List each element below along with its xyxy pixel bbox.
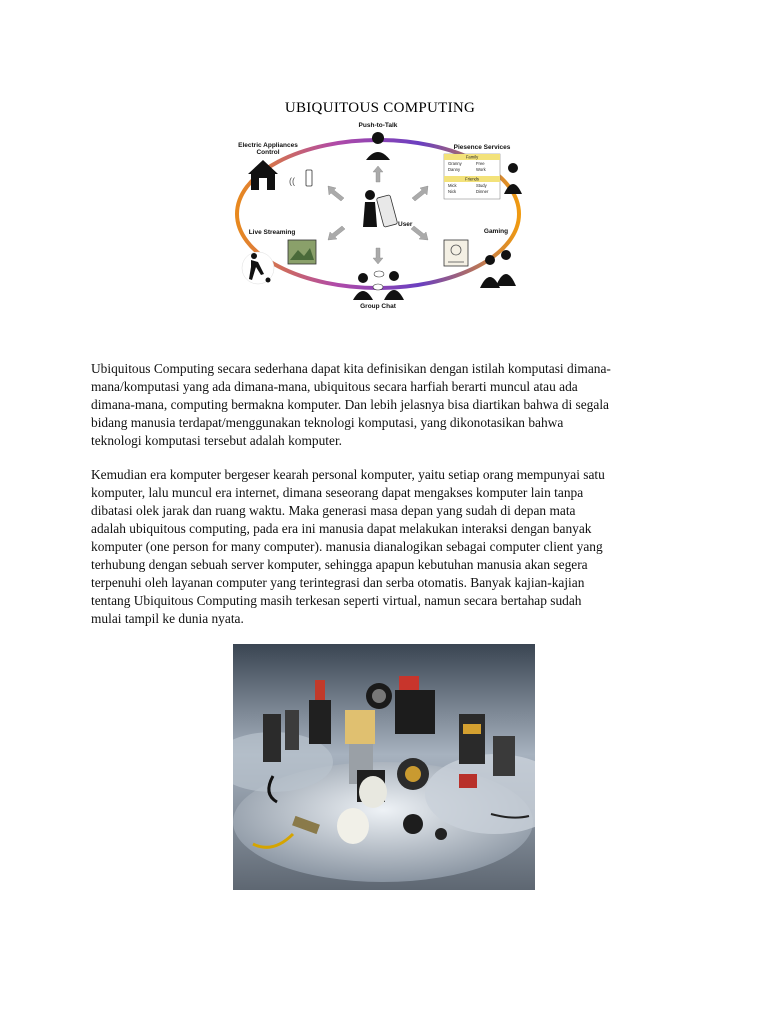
paragraph-line: terhubung dengan sebuah server komputer, sehingga apapun kebutuhan manusia akan segera [91,557,588,572]
paragraph-line: terpenuhi oleh layanan computer yang terintegrasi dan serba otomatis. Banyak kajian-kajian [91,575,585,590]
presence-cell: Free [476,161,485,166]
phone-appliance-icon [306,170,312,186]
soccer-player-icon [242,252,274,284]
paragraph-line: tentang Ubiquitous Computing masih terkesan seperti virtual, namun secara bertahap sudah [91,593,582,608]
person-presence-icon [504,163,522,194]
paragraph-line: adalah ubiquitous computing, pada era ini manusia dapat melakukan interaksi dengan banyak [91,521,592,536]
paragraph-line: dimana-mana, computing bermakna komputer. Dan lebih jelasnya bisa diartikan bahwa di segala [91,397,609,412]
paragraph-line: Ubiquitous Computing secara sederhana dapat kita definisikan dengan istilah komputasi dimana- [91,361,611,376]
streaming-screen-icon [288,240,316,264]
label-presence-services: Piesence Services [453,144,511,151]
label-user: User [398,221,413,228]
ubiquitous-computing-diagram [232,92,528,314]
paragraph-line: dibatasi olek jarak dan ruang waktu. Maka generasi masa depan yang sudah di depan mata [91,503,576,518]
user-person-icon [363,190,377,227]
diagram-title: UBIQUITOUS COMPUTING [284,100,476,116]
presence-family-header: Family [465,154,479,160]
signal-waves-icon: (( [289,176,295,186]
label-group-chat: Group Chat [360,303,396,310]
paragraph-line: bidang manusia terdapat/menggunakan teknologi komputasi, yang dikonotasikan bahwa [91,415,564,430]
label-live-streaming: Live Streaming [248,229,296,236]
presence-cell: Study [476,183,487,188]
paragraph-line: komputer (one person for many computer). manusia dianalogikan sebagai computer client yang [91,539,603,554]
label-electric-appliances-2: Control [256,149,280,156]
gaming-screen-icon [444,240,468,266]
gamers-icon [480,250,516,288]
presence-cell: Nick [448,189,457,194]
presence-cell: Dinner [476,189,489,194]
presence-cell: Mick [448,183,457,188]
presence-friends-header: Friends [465,176,479,182]
paragraph-line: mana/komputasi yang ada dimana-mana, ubiquitous secara harfiah berarti muncul atau ada [91,379,578,394]
presence-cell: Granny [448,161,462,166]
presence-cell: Work [476,167,486,172]
presence-table [444,154,500,199]
industrial-sensors-photo [233,644,535,890]
presence-cell: Danny [448,167,461,172]
label-electric-appliances-1: Electric Appliances [238,142,298,149]
paragraph-line: Kemudian era komputer bergeser kearah personal komputer, yaitu setiap orang mempunyai satu [91,467,605,482]
paragraph-2 [91,466,691,628]
user-phone-icon [376,195,397,228]
arrow-icons [328,166,428,264]
person-push-to-talk-icon [366,132,390,160]
label-gaming: Gaming [483,228,509,235]
label-push-to-talk: Push-to-Talk [358,122,398,129]
paragraph-line: teknologi komputasi tersebut adalah komputer. [91,433,343,448]
paragraph-1 [91,360,691,450]
paragraph-line: mulai tampil ke dunia nyata. [91,611,244,626]
paragraph-line: komputer, lalu muncul era internet, dimana seseorang dapat mengakses komputer lain tanpa [91,485,584,500]
